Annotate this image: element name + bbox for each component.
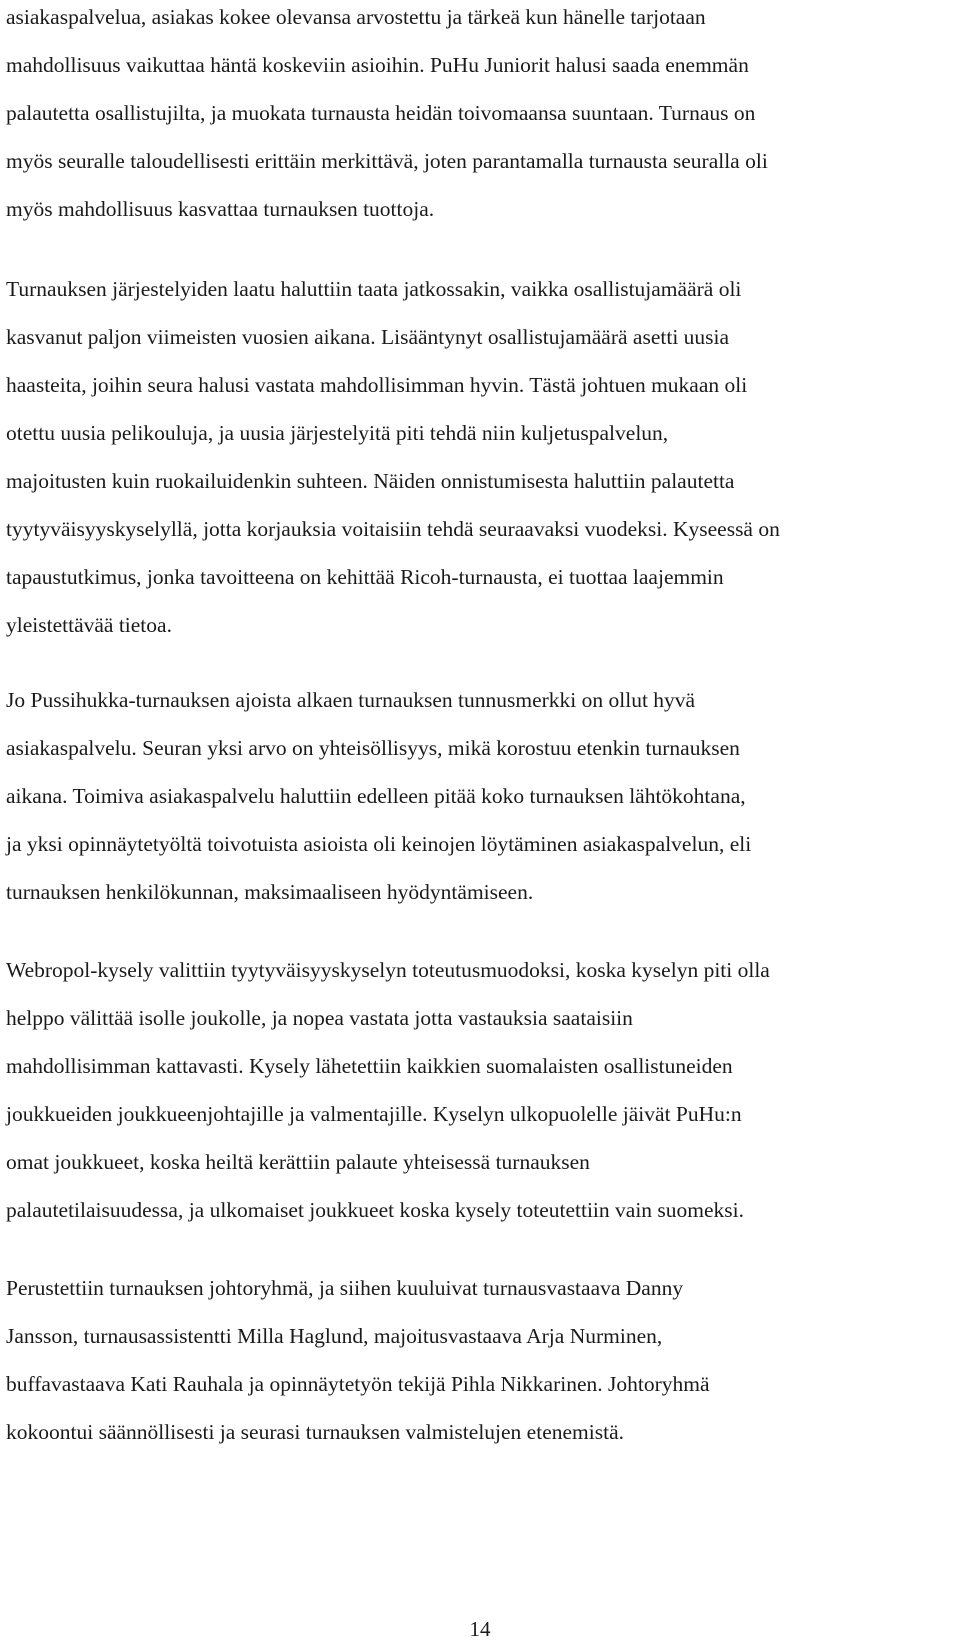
text-line: joukkueiden joukkueenjohtajille ja valmentajille. Kyselyn ulkopuolelle jäivät PuHu:n (6, 1102, 742, 1126)
text-line: Turnauksen järjestelyiden laatu haluttiin taata jatkossakin, vaikka osallistujamäärä oli (6, 277, 742, 301)
page-number: 14 (469, 1617, 491, 1641)
paragraph-1 (6, 0, 926, 233)
text-line: buffavastaava Kati Rauhala ja opinnäytetyön tekijä Pihla Nikkarinen. Johtoryhmä (6, 1372, 710, 1396)
text-line: Perustettiin turnauksen johtoryhmä, ja siihen kuuluivat turnausvastaava Danny (6, 1276, 684, 1300)
text-line: aikana. Toimiva asiakaspalvelu haluttiin edelleen pitää koko turnauksen lähtökohtana, (6, 784, 746, 808)
text-line: mahdollisuus vaikuttaa häntä koskeviin asioihin. PuHu Juniorit halusi saada enemmän (6, 53, 749, 77)
text-line: myös mahdollisuus kasvattaa turnauksen tuottoja. (6, 197, 435, 221)
text-line: tyytyväisyyskyselyllä, jotta korjauksia voitaisiin tehdä seuraavaksi vuodeksi. Kyseessä on (6, 517, 780, 541)
paragraph-5 (6, 1264, 926, 1456)
text-line: asiakaspalvelu. Seuran yksi arvo on yhteisöllisyys, mikä korostuu etenkin turnauksen (6, 736, 740, 760)
text-line: asiakaspalvelua, asiakas kokee olevansa arvostettu ja tärkeä kun hänelle tarjotaan (6, 5, 706, 29)
paragraph-3 (6, 676, 926, 916)
text-line: majoitusten kuin ruokailuidenkin suhteen. Näiden onnistumisesta haluttiin palautetta (6, 469, 735, 493)
text-line: Webropol-kysely valittiin tyytyväisyyskyselyn toteutusmuodoksi, koska kyselyn piti olla (6, 958, 770, 982)
text-line: turnauksen henkilökunnan, maksimaaliseen hyödyntämiseen. (6, 880, 534, 904)
text-line: palautetilaisuudessa, ja ulkomaiset joukkueet koska kysely toteutettiin vain suomeksi. (6, 1198, 745, 1222)
text-line: otettu uusia pelikouluja, ja uusia järjestelyitä piti tehdä niin kuljetuspalvelun, (6, 421, 669, 445)
text-line: palautetta osallistujilta, ja muokata turnausta heidän toivomaansa suuntaan. Turnaus on (6, 101, 756, 125)
text-line: yleistettävää tietoa. (6, 613, 172, 637)
text-line: tapaustutkimus, jonka tavoitteena on kehittää Ricoh-turnausta, ei tuottaa laajemmin (6, 565, 724, 589)
text-line: kasvanut paljon viimeisten vuosien aikana. Lisääntynyt osallistujamäärä asetti uusia (6, 325, 730, 349)
text-line: helppo välittää isolle joukolle, ja nopea vastata jotta vastauksia saataisiin (6, 1006, 633, 1030)
paragraph-2 (6, 265, 926, 649)
text-line: ja yksi opinnäytetyöltä toivotuista asioista oli keinojen löytäminen asiakaspalvelun, eli (6, 832, 752, 856)
text-line: omat joukkueet, koska heiltä kerättiin palaute yhteisessä turnauksen (6, 1150, 590, 1174)
text-line: mahdollisimman kattavasti. Kysely lähetettiin kaikkien suomalaisten osallistuneiden (6, 1054, 733, 1078)
paragraph-4 (6, 946, 926, 1234)
text-line: haasteita, joihin seura halusi vastata mahdollisimman hyvin. Tästä johtuen mukaan oli (6, 373, 748, 397)
text-line: myös seuralle taloudellisesti erittäin merkittävä, joten parantamalla turnausta seuralla oli (6, 149, 768, 173)
text-line: kokoontui säännöllisesti ja seurasi turnauksen valmistelujen etenemistä. (6, 1420, 624, 1444)
text-line: Jo Pussihukka-turnauksen ajoista alkaen turnauksen tunnusmerkki on ollut hyvä (6, 688, 696, 712)
text-line: Jansson, turnausassistentti Milla Haglund, majoitusvastaava Arja Nurminen, (6, 1324, 663, 1348)
